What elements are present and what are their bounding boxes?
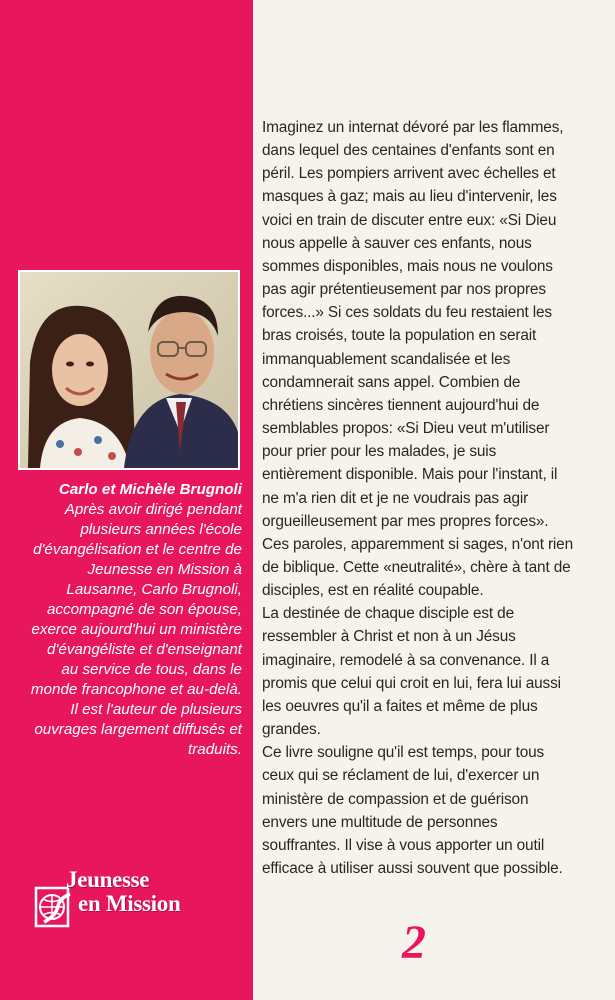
author-photo bbox=[18, 270, 240, 470]
paragraph-3: Ce livre souligne qu'il est temps, pour tous ceux qui se réclament de lui, d'exercer un ministère de compassion et de guérison envers une multitude de personnes souffrantes. Il vise à vous apporter un outil efficace à utiliser aussi souvent que possible. bbox=[262, 744, 563, 877]
page-number: 2 bbox=[402, 916, 426, 969]
left-panel bbox=[0, 0, 253, 1000]
author-bio: Après avoir dirigé pendant plusieurs années l'école d'évangélisation et le centre de Jeunesse en Mission à Lausanne, Carlo Brugnoli, accompagné de son épouse, exerce aujourd'hui un ministère d'évangéliste et d'enseignant au service de tous, dans le monde francophone et au-delà. Il est l'auteur de plusieurs ouvrages largement diffusés et traduits. bbox=[30, 501, 242, 758]
jeunesse-en-mission-logo bbox=[34, 868, 234, 948]
globe-emblem-icon bbox=[34, 886, 74, 930]
photo-caption bbox=[30, 480, 242, 760]
logo-text-line2: en Mission bbox=[78, 891, 181, 916]
back-cover-text bbox=[262, 116, 574, 880]
paragraph-1: Imaginez un internat dévoré par les flammes, dans lequel des centaines d'enfants sont en péril. Les pompiers arrivent avec échelles et masques à gaz; mais au lieu d'intervenir, les voici en train de discuter entre eux: «Si Dieu nous appelle à sauver ces enfants, nous sommes disponibles, mais nous ne voulons pas agir prétentieusement par nos propres forces...» Si ces soldats du feu restaient les bras croisés, toute la population en serait immanquablement scandalisée et les condamnerait sans appel. Combien de chrétiens sincères tiennent aujourd'hui de semblables propos: «Si Dieu veut m'utiliser pour prier pour les malades, je suis entièrement disponible. Mais pour l'instant, il ne m'a rien dit et je ne voudrais pas agir orgueilleusement par mes propres forces». Ces paroles, apparemment si sages, n'ont rien de biblique. Cette «neutralité», chère à tant de disciples, est en réalité coupable. bbox=[262, 119, 574, 600]
author-names: Carlo et Michèle Brugnoli bbox=[58, 481, 242, 498]
logo-text-line1: Jeunesse bbox=[66, 867, 150, 892]
paragraph-2: La destinée de chaque disciple est de ressembler à Christ et non à un Jésus imaginaire, remodelé à sa convenance. Il a promis que celui qui croit en lui, fera lui aussi les oeuvres qu'il a faites et même de plus grandes. bbox=[262, 605, 561, 739]
